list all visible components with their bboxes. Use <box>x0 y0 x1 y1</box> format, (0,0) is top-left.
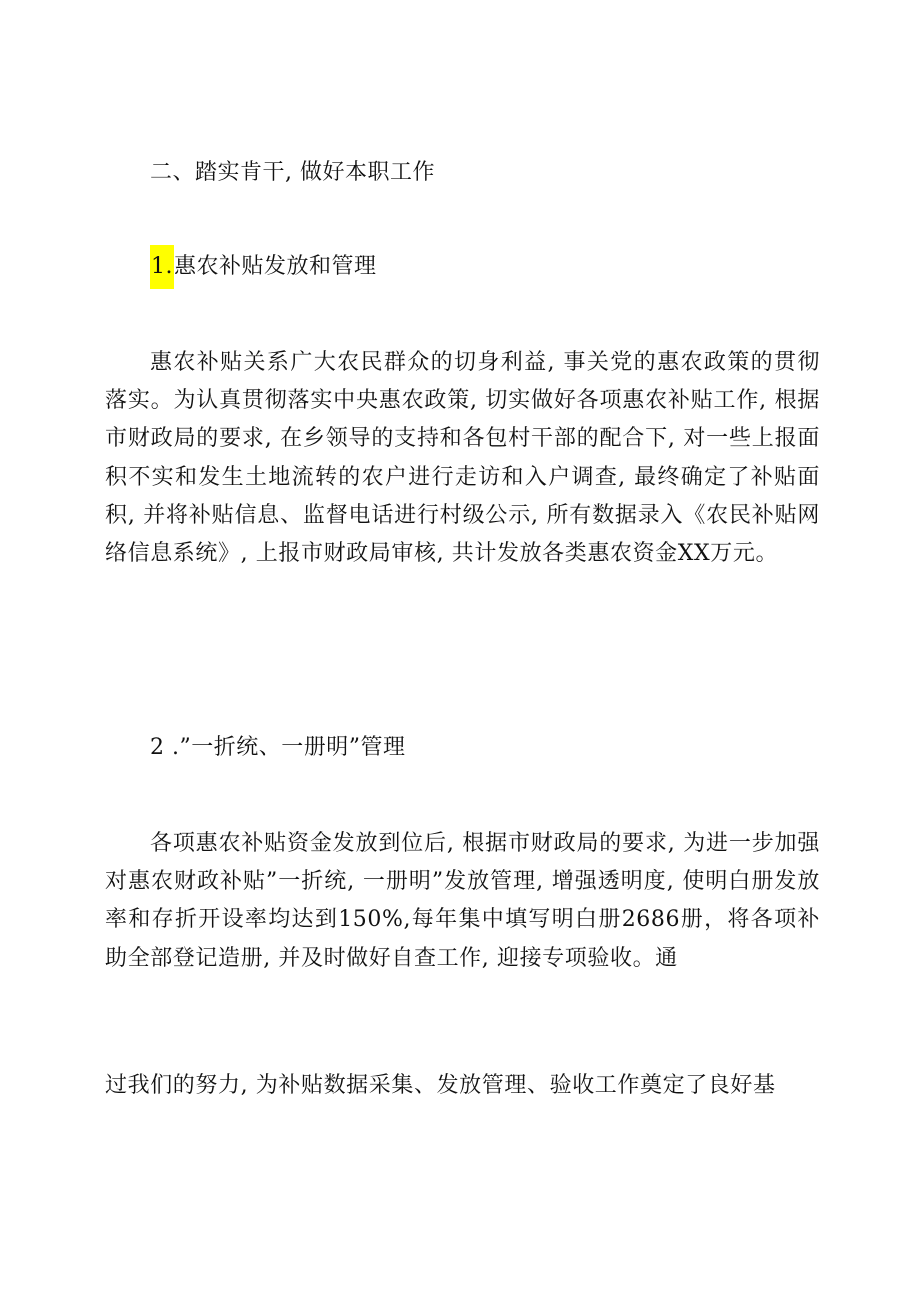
item1-number-highlight: 1. <box>150 245 174 289</box>
item1-heading <box>150 245 870 289</box>
section-heading: 二、踏实肯干, 做好本职工作 <box>150 160 435 185</box>
item1-title: 惠农补贴发放和管理 <box>174 254 377 279</box>
paragraph-1: 惠农补贴关系广大农民群众的切身利益, 事关党的惠农政策的贯彻落实。为认真贯彻落实中央惠农政策, 切实做好各项惠农补贴工作, 根据市财政局的要求, 在乡领导的支持和各包村干部的配合下, 对一些上报面积不实和发生土地流转的农户进行走访和入户调查, 最终确定了补贴面积, 并将补贴信息、监督电话进行村级公示, 所有数据录入《农民补贴网络信息系统》, 上报市财政局审核, 共计发放各类惠农资金XX万元。 <box>105 350 820 567</box>
paragraph-3: 过我们的努力, 为补贴数据采集、发放管理、验收工作奠定了良好基 <box>105 1073 776 1098</box>
paragraph-2: 各项惠农补贴资金发放到位后, 根据市财政局的要求, 为进一步加强对惠农财政补贴”一折统, 一册明”发放管理, 增强透明度, 使明白册发放率和存折开设率均达到150%,每年集中填写明白册2686册，将各项补助全部登记造册, 并及时做好自查工作, 迎接专项验收。通 <box>105 831 820 971</box>
item2-heading: 2 .”一折统、一册明”管理 <box>150 735 406 760</box>
